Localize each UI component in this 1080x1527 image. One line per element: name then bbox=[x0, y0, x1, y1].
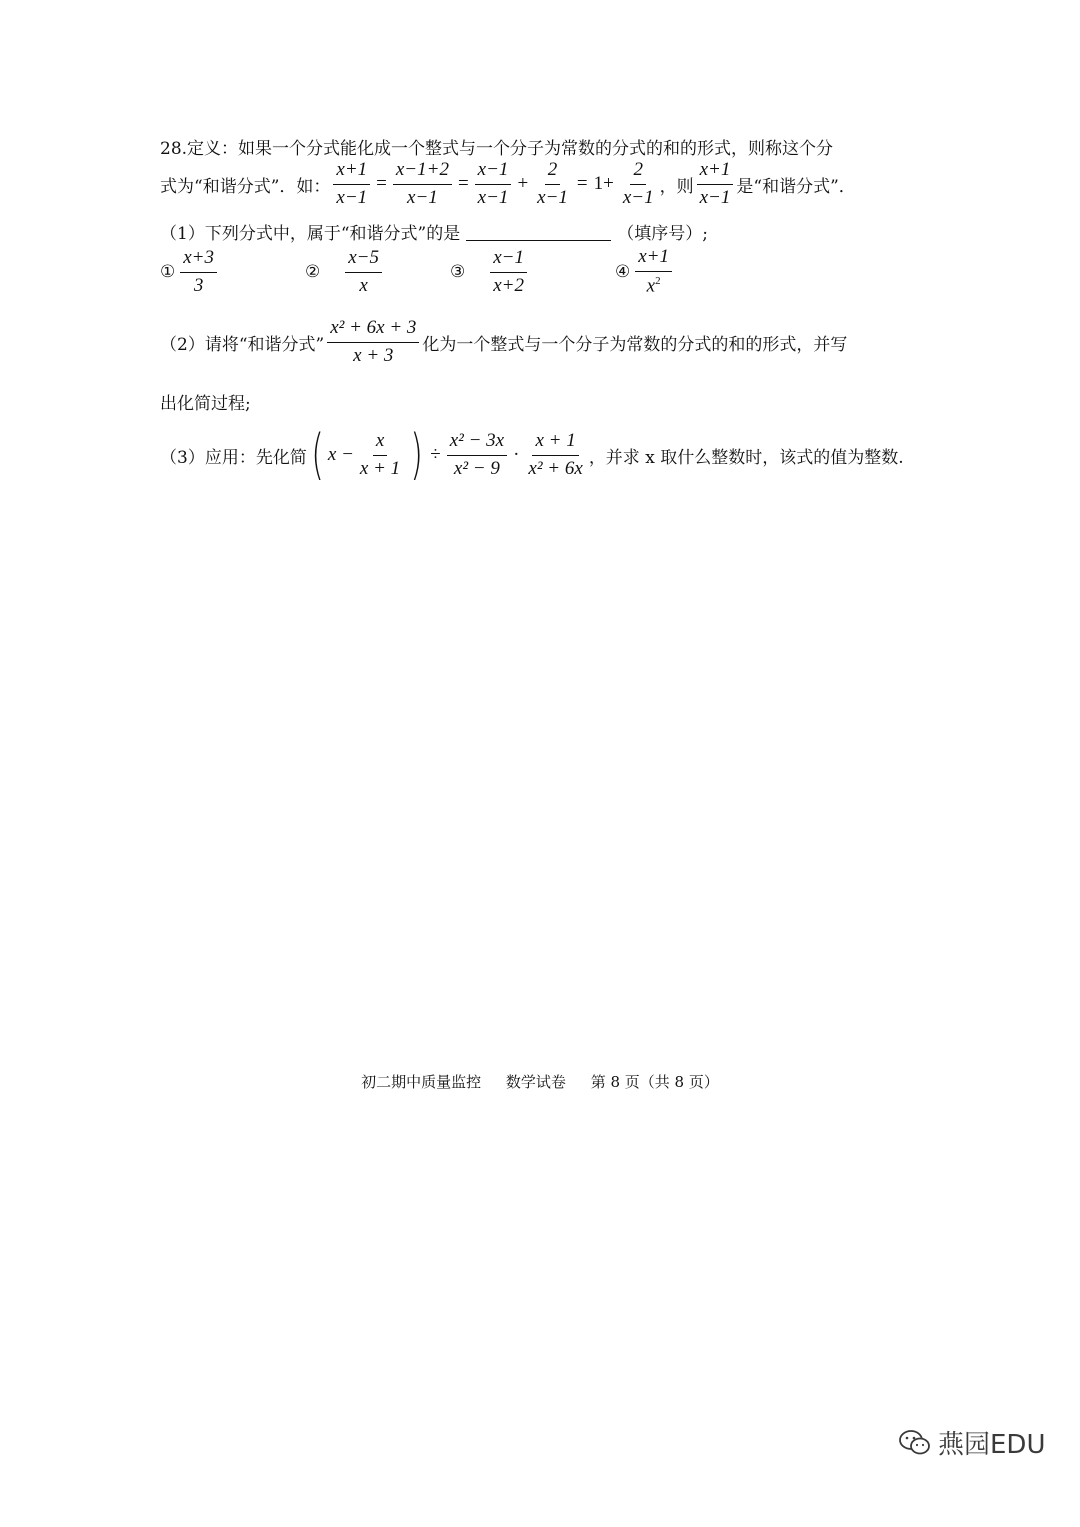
definition-line-2: 式为“和谐分式”．如： $\frac{x+1}{x-1}$ = $\frac{x-1+2}{x-1}$ = $\frac{x-1}{x-1}$ + $\frac{2}{x-1}$ = 1+ $\frac{2}{x-1}$ ，则 $\frac{x+1}{x-1}$ 是“和谐分式”． bbox=[160, 159, 856, 208]
option-1: ① $\frac{x+3}{3}$ bbox=[160, 248, 305, 297]
part1-text: （1）下列分式中，属于“和谐分式”的是 bbox=[160, 224, 461, 244]
watermark-text: 燕园EDU bbox=[938, 1430, 1046, 1460]
example-is: 是“和谐分式”． bbox=[736, 176, 856, 197]
example-fraction-5: $\frac{2}{x-1}$ bbox=[622, 159, 654, 208]
part3-divide: ÷ bbox=[430, 444, 441, 465]
part2-line bbox=[160, 318, 920, 367]
part2-line-2: 出化简过程; bbox=[160, 394, 251, 414]
footer-subject: 数学试卷 bbox=[505, 1073, 566, 1091]
footer-exam: 初二期中质量监控 bbox=[361, 1073, 482, 1091]
wechat-icon bbox=[898, 1428, 932, 1458]
option-2: ② $\frac{x-5}{x}$ bbox=[305, 248, 450, 297]
page-footer bbox=[0, 1071, 1080, 1092]
part3-x-minus: x − bbox=[327, 444, 354, 465]
part2-fraction: $\frac{\text{x² + 6x + 3}}{x + 3}$ bbox=[327, 318, 419, 367]
definition-text-2: 式为“和谐分式”．如： bbox=[160, 176, 331, 197]
part1-suffix: （填序号）; bbox=[617, 224, 708, 244]
example-fraction-2: $\frac{x-1+2}{x-1}$ bbox=[393, 160, 452, 209]
part2-text-after: 化为一个整式与一个分子为常数的分式的和的形式，并写 bbox=[422, 334, 848, 355]
part1-options bbox=[160, 247, 920, 297]
footer-page: 第 8 页（共 8 页） bbox=[590, 1073, 719, 1091]
part2-text: （2）请将“和谐分式” bbox=[160, 334, 325, 355]
question-number: 28.定义： bbox=[160, 139, 239, 159]
part1-line bbox=[160, 219, 920, 244]
option-3: ③ $\frac{x-1}{x+2}$ bbox=[450, 248, 615, 297]
example-then: ，则 bbox=[659, 176, 694, 197]
part3-fraction-3: $\frac{x + 1}{\text{x² + 6x}}$ bbox=[528, 429, 583, 479]
option-4: ④ $\frac{x+1}{x^2}$ bbox=[615, 247, 675, 297]
example-one-plus: 1+ bbox=[593, 173, 614, 195]
part3-dot: · bbox=[513, 444, 520, 465]
watermark bbox=[898, 1424, 1045, 1461]
example-fraction-6: $\frac{x+1}{x-1}$ bbox=[697, 160, 734, 209]
part3-inner-fraction: $\frac{x}{x + 1}$ bbox=[359, 429, 401, 479]
part3-text-after: ，并求 x 取什么整数时，该式的值为整数. bbox=[588, 447, 904, 468]
example-fraction-3: $\frac{x-1}{x-1}$ bbox=[475, 160, 512, 209]
example-fraction-4: $\frac{2}{x-1}$ bbox=[537, 159, 568, 208]
definition-text: 如果一个分式能化成一个整式与一个分子为常数的分式的和的形式，则称这个分 bbox=[238, 139, 834, 159]
example-fraction-1: $\frac{x+1}{x-1}$ bbox=[333, 160, 370, 209]
part3-line: （3）应用：先化简 ( x − $\frac{x}{x + 1}$ ) ÷ $\frac{\text{x² − 3x}}{\text{x² − 9}}$ · $\frac{x + 1}{\text{x² + 6x}}$ ，并求 x 取什么整数时，该式的值为整数. bbox=[160, 423, 904, 486]
part3-fraction-2: $\frac{\text{x² − 3x}}{\text{x² − 9}}$ bbox=[447, 431, 507, 480]
answer-blank[interactable] bbox=[466, 222, 611, 241]
part3-text: （3）应用：先化简 bbox=[160, 447, 307, 468]
definition-line-1 bbox=[160, 134, 920, 159]
